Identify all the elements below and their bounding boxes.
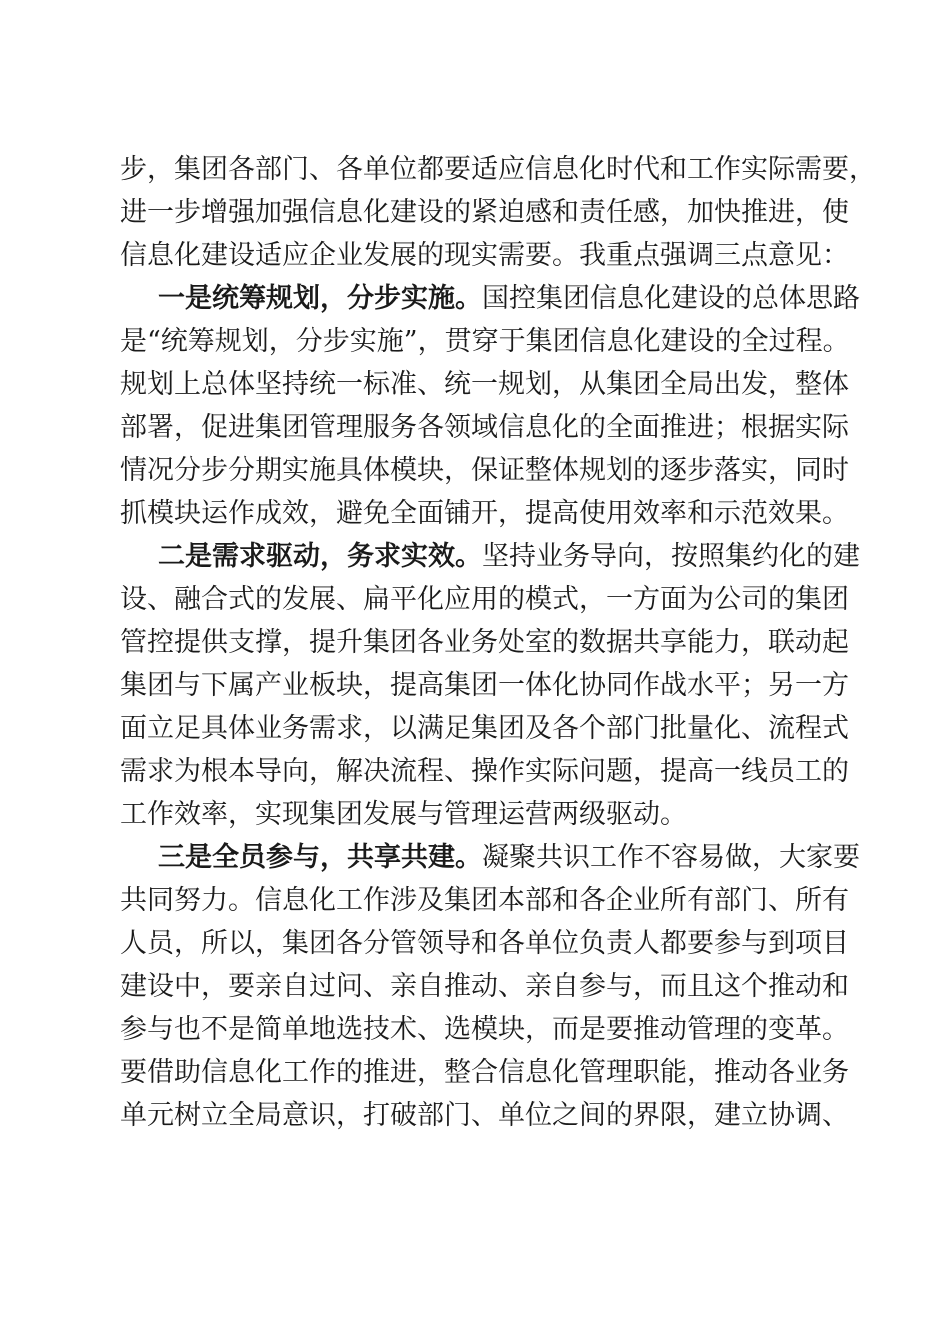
paragraph-line: 要借助信息化工作的推进，整合信息化管理职能，推动各业务 bbox=[120, 1057, 849, 1088]
point-three-heading: 三是全员参与，共享共建。 bbox=[158, 842, 482, 873]
paragraph-line: 需求为根本导向，解决流程、操作实际问题，提高一线员工的 bbox=[120, 756, 849, 787]
paragraph-line: 抓模块运作成效，避免全面铺开，提高使用效率和示范效果。 bbox=[120, 498, 849, 529]
paragraph-line: 工作效率，实现集团发展与管理运营两级驱动。 bbox=[120, 799, 687, 830]
point-three-text: 凝聚共识工作不容易做，大家要 bbox=[482, 842, 860, 873]
point-two-first-line bbox=[158, 537, 860, 577]
paragraph-line: 面立足具体业务需求，以满足集团及各个部门批量化、流程式 bbox=[120, 713, 849, 744]
point-one-first-line bbox=[158, 279, 860, 319]
paragraph-line: 单元树立全局意识，打破部门、单位之间的界限，建立协调、 bbox=[120, 1100, 849, 1131]
point-one-text: 国控集团信息化建设的总体思路 bbox=[482, 283, 860, 314]
paragraph-line: 规划上总体坚持统一标准、统一规划，从集团全局出发，整体 bbox=[120, 369, 849, 400]
paragraph-line: 建设中，要亲自过问、亲自推动、亲自参与，而且这个推动和 bbox=[120, 971, 849, 1002]
paragraph-line: 是“统筹规划，分步实施”，贯穿于集团信息化建设的全过程。 bbox=[120, 326, 850, 357]
paragraph-line: 人员，所以，集团各分管领导和各单位负责人都要参与到项目 bbox=[120, 928, 849, 959]
point-two-heading: 二是需求驱动，务求实效。 bbox=[158, 541, 482, 572]
paragraph-line: 管控提供支撑，提升集团各业务处室的数据共享能力，联动起 bbox=[120, 627, 849, 658]
point-three-first-line bbox=[158, 838, 860, 878]
paragraph-line: 部署，促进集团管理服务各领域信息化的全面推进；根据实际 bbox=[120, 412, 849, 443]
paragraph-line: 进一步增强加强信息化建设的紧迫感和责任感，加快推进，使 bbox=[120, 197, 849, 228]
paragraph-line: 集团与下属产业板块，提高集团一体化协同作战水平；另一方 bbox=[120, 670, 849, 701]
paragraph-line: 设、融合式的发展、扁平化应用的模式，一方面为公司的集团 bbox=[120, 584, 849, 615]
point-two-text: 坚持业务导向，按照集约化的建 bbox=[482, 541, 860, 572]
paragraph-line: 共同努力。信息化工作涉及集团本部和各企业所有部门、所有 bbox=[120, 885, 849, 916]
paragraph-line: 步，集团各部门、各单位都要适应信息化时代和工作实际需要， bbox=[120, 154, 876, 185]
paragraph-line: 参与也不是简单地选技术、选模块，而是要推动管理的变革。 bbox=[120, 1014, 849, 1045]
point-one-heading: 一是统筹规划，分步实施。 bbox=[158, 283, 482, 314]
paragraph-line: 情况分步分期实施具体模块，保证整体规划的逐步落实，同时 bbox=[120, 455, 849, 486]
paragraph-line: 信息化建设适应企业发展的现实需要。我重点强调三点意见： bbox=[120, 240, 849, 271]
